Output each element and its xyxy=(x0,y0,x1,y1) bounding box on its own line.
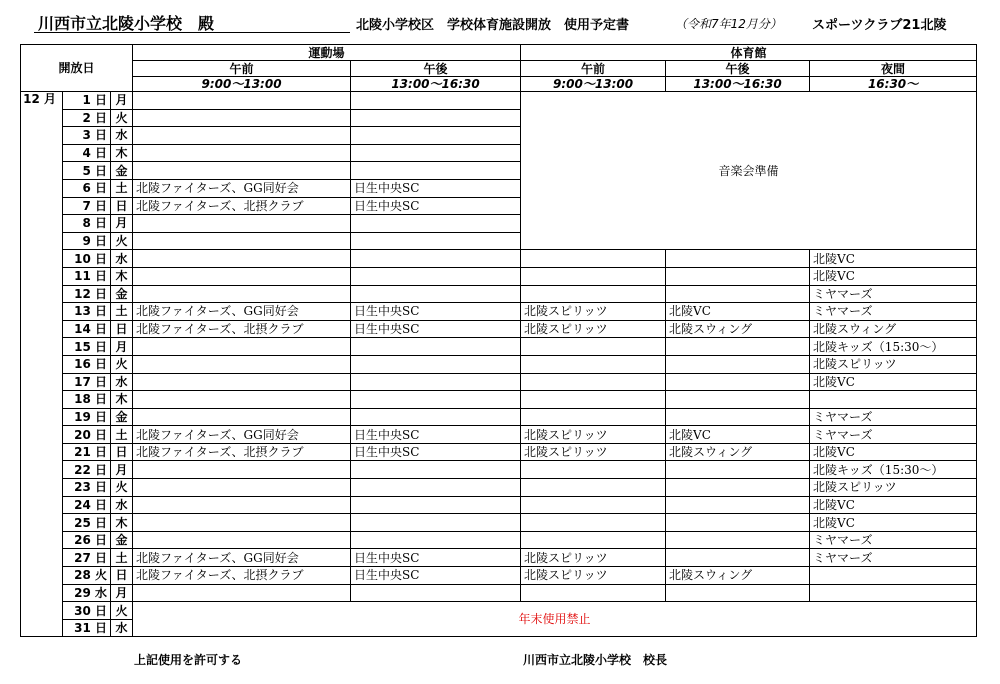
gym-am-cell xyxy=(521,514,666,532)
gym-night-cell: 北陵スピリッツ xyxy=(810,479,977,497)
ground-am-cell: 北陵ファイターズ、北摂クラブ xyxy=(133,443,351,461)
gym-am-cell xyxy=(521,250,666,268)
gym-night-cell: ミヤマーズ xyxy=(810,285,977,303)
day-cell: 6 日 xyxy=(63,179,111,197)
table-row xyxy=(21,426,977,444)
organization-name: スポーツクラブ21北陵 xyxy=(812,18,947,33)
day-cell: 4 日 xyxy=(63,144,111,162)
month-cell xyxy=(21,232,63,250)
gym-am-cell xyxy=(521,355,666,373)
weekday-cell: 金 xyxy=(111,162,133,180)
header-gym-pm: 午後 xyxy=(666,61,810,77)
gym-pm-cell: 北陵VC xyxy=(666,426,810,444)
gym-am-cell xyxy=(521,479,666,497)
weekday-cell: 木 xyxy=(111,514,133,532)
month-cell xyxy=(21,549,63,567)
gym-pm-cell xyxy=(666,338,810,356)
month-cell xyxy=(21,461,63,479)
weekday-cell: 火 xyxy=(111,602,133,620)
ground-am-cell xyxy=(133,531,351,549)
month-cell: 12 月 xyxy=(21,92,63,110)
ground-am-cell: 北陵ファイターズ、GG同好会 xyxy=(133,179,351,197)
table-row xyxy=(21,303,977,321)
day-cell: 1 日 xyxy=(63,92,111,110)
gym-am-cell xyxy=(521,584,666,602)
gym-night-cell: 北陵スピリッツ xyxy=(810,355,977,373)
gym-night-cell: ミヤマーズ xyxy=(810,531,977,549)
addressee-underline xyxy=(34,32,350,33)
gym-night-cell: ミヤマーズ xyxy=(810,549,977,567)
table-row xyxy=(21,443,977,461)
table-row xyxy=(21,267,977,285)
gym-night-cell: 北陵VC xyxy=(810,250,977,268)
gym-pm-cell xyxy=(666,285,810,303)
ground-am-cell xyxy=(133,338,351,356)
gym-am-cell xyxy=(521,391,666,409)
ground-pm-cell xyxy=(351,267,521,285)
table-row xyxy=(21,567,977,585)
gym-pm-cell xyxy=(666,514,810,532)
day-cell: 16 日 xyxy=(63,355,111,373)
table-row xyxy=(21,408,977,426)
day-cell: 5 日 xyxy=(63,162,111,180)
month-cell xyxy=(21,303,63,321)
weekday-cell: 月 xyxy=(111,338,133,356)
ground-pm-cell: 日生中央SC xyxy=(351,179,521,197)
ground-pm-cell: 日生中央SC xyxy=(351,549,521,567)
gym-pm-cell xyxy=(666,408,810,426)
month-cell xyxy=(21,267,63,285)
month-cell xyxy=(21,514,63,532)
table-row xyxy=(21,391,977,409)
day-cell: 21 日 xyxy=(63,443,111,461)
time-gym-pm: 13:00～16:30 xyxy=(666,77,810,92)
month-cell xyxy=(21,443,63,461)
ground-pm-cell: 日生中央SC xyxy=(351,426,521,444)
time-gym-night: 16:30～ xyxy=(810,77,977,92)
ground-pm-cell xyxy=(351,285,521,303)
header-ground-am: 午前 xyxy=(133,61,351,77)
table-row xyxy=(21,92,977,110)
table-row xyxy=(21,250,977,268)
table-row xyxy=(21,549,977,567)
month-cell xyxy=(21,285,63,303)
day-cell: 25 日 xyxy=(63,514,111,532)
month-cell xyxy=(21,584,63,602)
month-cell xyxy=(21,127,63,145)
gym-am-cell xyxy=(521,496,666,514)
month-cell xyxy=(21,215,63,233)
weekday-cell: 水 xyxy=(111,127,133,145)
header-ground-pm: 午後 xyxy=(351,61,521,77)
weekday-cell: 水 xyxy=(111,496,133,514)
signer-text: 川西市立北陵小学校 校長 xyxy=(523,653,668,667)
day-cell: 24 日 xyxy=(63,496,111,514)
gym-night-cell: 北陵VC xyxy=(810,373,977,391)
gym-am-cell: 北陵スピリッツ xyxy=(521,320,666,338)
ground-pm-cell: 日生中央SC xyxy=(351,320,521,338)
time-ground-am: 9:00～13:00 xyxy=(133,77,351,92)
gym-night-cell: 北陵VC xyxy=(810,443,977,461)
table-row xyxy=(21,531,977,549)
table-row xyxy=(21,602,977,620)
ground-am-cell: 北陵ファイターズ、北摂クラブ xyxy=(133,320,351,338)
gym-pm-cell xyxy=(666,267,810,285)
gym-pm-cell: 北陵スウィング xyxy=(666,567,810,585)
gym-night-cell: 北陵VC xyxy=(810,514,977,532)
table-row xyxy=(21,355,977,373)
gym-night-cell xyxy=(810,584,977,602)
day-cell: 19 日 xyxy=(63,408,111,426)
document-period: （令和7年12月分） xyxy=(675,17,782,31)
weekday-cell: 土 xyxy=(111,179,133,197)
ground-pm-cell: 日生中央SC xyxy=(351,303,521,321)
ground-am-cell: 北陵ファイターズ、北摂クラブ xyxy=(133,567,351,585)
day-cell: 13 日 xyxy=(63,303,111,321)
gym-pm-cell: 北陵VC xyxy=(666,303,810,321)
ground-pm-cell xyxy=(351,584,521,602)
gym-pm-cell xyxy=(666,584,810,602)
weekday-cell: 土 xyxy=(111,426,133,444)
gym-am-cell xyxy=(521,461,666,479)
ground-am-cell xyxy=(133,109,351,127)
month-cell xyxy=(21,197,63,215)
ground-am-cell xyxy=(133,127,351,145)
ground-am-cell xyxy=(133,355,351,373)
ground-pm-cell xyxy=(351,496,521,514)
month-cell xyxy=(21,496,63,514)
gym-night-cell: ミヤマーズ xyxy=(810,426,977,444)
gym-merged-notice: 音楽会準備 xyxy=(521,92,977,250)
gym-night-cell xyxy=(810,391,977,409)
ground-pm-cell xyxy=(351,514,521,532)
day-cell: 30 日 xyxy=(63,602,111,620)
day-cell: 2 日 xyxy=(63,109,111,127)
ground-pm-cell xyxy=(351,127,521,145)
ground-pm-cell xyxy=(351,92,521,110)
gym-am-cell xyxy=(521,285,666,303)
ground-am-cell: 北陵ファイターズ、GG同好会 xyxy=(133,303,351,321)
ground-pm-cell xyxy=(351,531,521,549)
gym-pm-cell xyxy=(666,549,810,567)
month-cell xyxy=(21,179,63,197)
gym-am-cell: 北陵スピリッツ xyxy=(521,426,666,444)
gym-night-cell: 北陵キッズ（15:30～） xyxy=(810,338,977,356)
day-cell: 11 日 xyxy=(63,267,111,285)
gym-night-cell: 北陵VC xyxy=(810,496,977,514)
table-row xyxy=(21,285,977,303)
weekday-cell: 日 xyxy=(111,197,133,215)
day-cell: 14 日 xyxy=(63,320,111,338)
day-cell: 23 日 xyxy=(63,479,111,497)
gym-pm-cell xyxy=(666,355,810,373)
time-gym-am: 9:00～13:00 xyxy=(521,77,666,92)
day-cell: 22 日 xyxy=(63,461,111,479)
ground-pm-cell xyxy=(351,232,521,250)
gym-pm-cell xyxy=(666,391,810,409)
header-gym: 体育館 xyxy=(521,45,977,61)
approval-text: 上記使用を許可する xyxy=(134,653,243,667)
addressee: 川西市立北陵小学校 殿 xyxy=(38,14,215,33)
ground-pm-cell xyxy=(351,373,521,391)
gym-am-cell: 北陵スピリッツ xyxy=(521,303,666,321)
ground-am-cell xyxy=(133,373,351,391)
ground-am-cell: 北陵ファイターズ、北摂クラブ xyxy=(133,197,351,215)
weekday-cell: 金 xyxy=(111,531,133,549)
ground-am-cell xyxy=(133,514,351,532)
gym-pm-cell xyxy=(666,531,810,549)
month-cell xyxy=(21,373,63,391)
weekday-cell: 木 xyxy=(111,267,133,285)
month-cell xyxy=(21,567,63,585)
weekday-cell: 水 xyxy=(111,619,133,637)
weekday-cell: 月 xyxy=(111,584,133,602)
weekday-cell: 火 xyxy=(111,232,133,250)
weekday-cell: 木 xyxy=(111,144,133,162)
gym-am-cell xyxy=(521,531,666,549)
ground-pm-cell xyxy=(351,355,521,373)
schedule-table xyxy=(20,44,977,637)
table-row xyxy=(21,338,977,356)
day-cell: 29 水 xyxy=(63,584,111,602)
day-cell: 15 日 xyxy=(63,338,111,356)
month-cell xyxy=(21,426,63,444)
ground-pm-cell xyxy=(351,250,521,268)
month-cell xyxy=(21,250,63,268)
ground-pm-cell xyxy=(351,479,521,497)
schedule-body xyxy=(21,92,977,637)
header-gym-am: 午前 xyxy=(521,61,666,77)
weekday-cell: 月 xyxy=(111,215,133,233)
month-cell xyxy=(21,109,63,127)
table-row xyxy=(21,479,977,497)
ground-pm-cell xyxy=(351,461,521,479)
time-ground-pm: 13:00～16:30 xyxy=(351,77,521,92)
ground-pm-cell: 日生中央SC xyxy=(351,443,521,461)
weekday-cell: 金 xyxy=(111,285,133,303)
month-cell xyxy=(21,531,63,549)
gym-am-cell xyxy=(521,338,666,356)
day-cell: 18 日 xyxy=(63,391,111,409)
ground-am-cell xyxy=(133,479,351,497)
ground-am-cell xyxy=(133,250,351,268)
ground-am-cell xyxy=(133,584,351,602)
ground-pm-cell xyxy=(351,215,521,233)
header-ground: 運動場 xyxy=(133,45,521,61)
weekday-cell: 金 xyxy=(111,408,133,426)
ground-pm-cell xyxy=(351,109,521,127)
document-title: 北陵小学校区 学校体育施設開放 使用予定書 xyxy=(356,18,630,33)
day-cell: 31 日 xyxy=(63,619,111,637)
ground-am-cell xyxy=(133,391,351,409)
day-cell: 10 日 xyxy=(63,250,111,268)
ground-am-cell xyxy=(133,232,351,250)
weekday-cell: 火 xyxy=(111,355,133,373)
table-row xyxy=(21,496,977,514)
ground-am-cell xyxy=(133,408,351,426)
month-cell xyxy=(21,162,63,180)
month-cell xyxy=(21,408,63,426)
gym-am-cell: 北陵スピリッツ xyxy=(521,443,666,461)
gym-pm-cell xyxy=(666,373,810,391)
header-open-day: 開放日 xyxy=(21,45,133,92)
day-cell: 27 日 xyxy=(63,549,111,567)
month-cell xyxy=(21,355,63,373)
day-cell: 7 日 xyxy=(63,197,111,215)
ground-am-cell xyxy=(133,461,351,479)
ground-am-cell xyxy=(133,267,351,285)
ground-pm-cell xyxy=(351,338,521,356)
weekday-cell: 月 xyxy=(111,92,133,110)
weekday-cell: 日 xyxy=(111,567,133,585)
gym-pm-cell xyxy=(666,496,810,514)
table-row xyxy=(21,461,977,479)
ground-am-cell: 北陵ファイターズ、GG同好会 xyxy=(133,426,351,444)
gym-pm-cell xyxy=(666,479,810,497)
ground-am-cell xyxy=(133,215,351,233)
weekday-cell: 火 xyxy=(111,479,133,497)
gym-am-cell: 北陵スピリッツ xyxy=(521,549,666,567)
gym-night-cell: 北陵スウィング xyxy=(810,320,977,338)
month-cell xyxy=(21,619,63,637)
ground-pm-cell xyxy=(351,391,521,409)
weekday-cell: 火 xyxy=(111,109,133,127)
ground-pm-cell: 日生中央SC xyxy=(351,567,521,585)
gym-pm-cell: 北陵スウィング xyxy=(666,443,810,461)
month-cell xyxy=(21,391,63,409)
ground-am-cell xyxy=(133,144,351,162)
weekday-cell: 月 xyxy=(111,461,133,479)
ground-pm-cell: 日生中央SC xyxy=(351,197,521,215)
gym-pm-cell xyxy=(666,461,810,479)
table-row xyxy=(21,514,977,532)
month-cell xyxy=(21,144,63,162)
weekday-cell: 木 xyxy=(111,391,133,409)
month-cell xyxy=(21,320,63,338)
gym-night-cell xyxy=(810,567,977,585)
day-cell: 9 日 xyxy=(63,232,111,250)
weekday-cell: 土 xyxy=(111,549,133,567)
month-cell xyxy=(21,479,63,497)
table-row xyxy=(21,320,977,338)
gym-night-cell: 北陵VC xyxy=(810,267,977,285)
day-cell: 8 日 xyxy=(63,215,111,233)
day-cell: 28 火 xyxy=(63,567,111,585)
table-row xyxy=(21,584,977,602)
ground-am-cell xyxy=(133,285,351,303)
table-row xyxy=(21,373,977,391)
day-cell: 20 日 xyxy=(63,426,111,444)
day-cell: 26 日 xyxy=(63,531,111,549)
ground-pm-cell xyxy=(351,408,521,426)
gym-night-cell: ミヤマーズ xyxy=(810,408,977,426)
ground-pm-cell xyxy=(351,144,521,162)
gym-am-cell xyxy=(521,267,666,285)
gym-pm-cell xyxy=(666,250,810,268)
weekday-cell: 土 xyxy=(111,303,133,321)
ground-am-cell xyxy=(133,92,351,110)
day-cell: 12 日 xyxy=(63,285,111,303)
gym-am-cell xyxy=(521,373,666,391)
weekday-cell: 水 xyxy=(111,373,133,391)
ground-pm-cell xyxy=(351,162,521,180)
gym-night-cell: 北陵キッズ（15:30～） xyxy=(810,461,977,479)
day-cell: 3 日 xyxy=(63,127,111,145)
weekday-cell: 日 xyxy=(111,443,133,461)
gym-pm-cell: 北陵スウィング xyxy=(666,320,810,338)
ground-am-cell xyxy=(133,496,351,514)
year-end-notice: 年末使用禁止 xyxy=(133,602,977,637)
ground-am-cell: 北陵ファイターズ、GG同好会 xyxy=(133,549,351,567)
gym-night-cell: ミヤマーズ xyxy=(810,303,977,321)
weekday-cell: 日 xyxy=(111,320,133,338)
gym-am-cell xyxy=(521,408,666,426)
gym-am-cell: 北陵スピリッツ xyxy=(521,567,666,585)
day-cell: 17 日 xyxy=(63,373,111,391)
header-gym-night: 夜間 xyxy=(810,61,977,77)
weekday-cell: 水 xyxy=(111,250,133,268)
month-cell xyxy=(21,338,63,356)
ground-am-cell xyxy=(133,162,351,180)
month-cell xyxy=(21,602,63,620)
